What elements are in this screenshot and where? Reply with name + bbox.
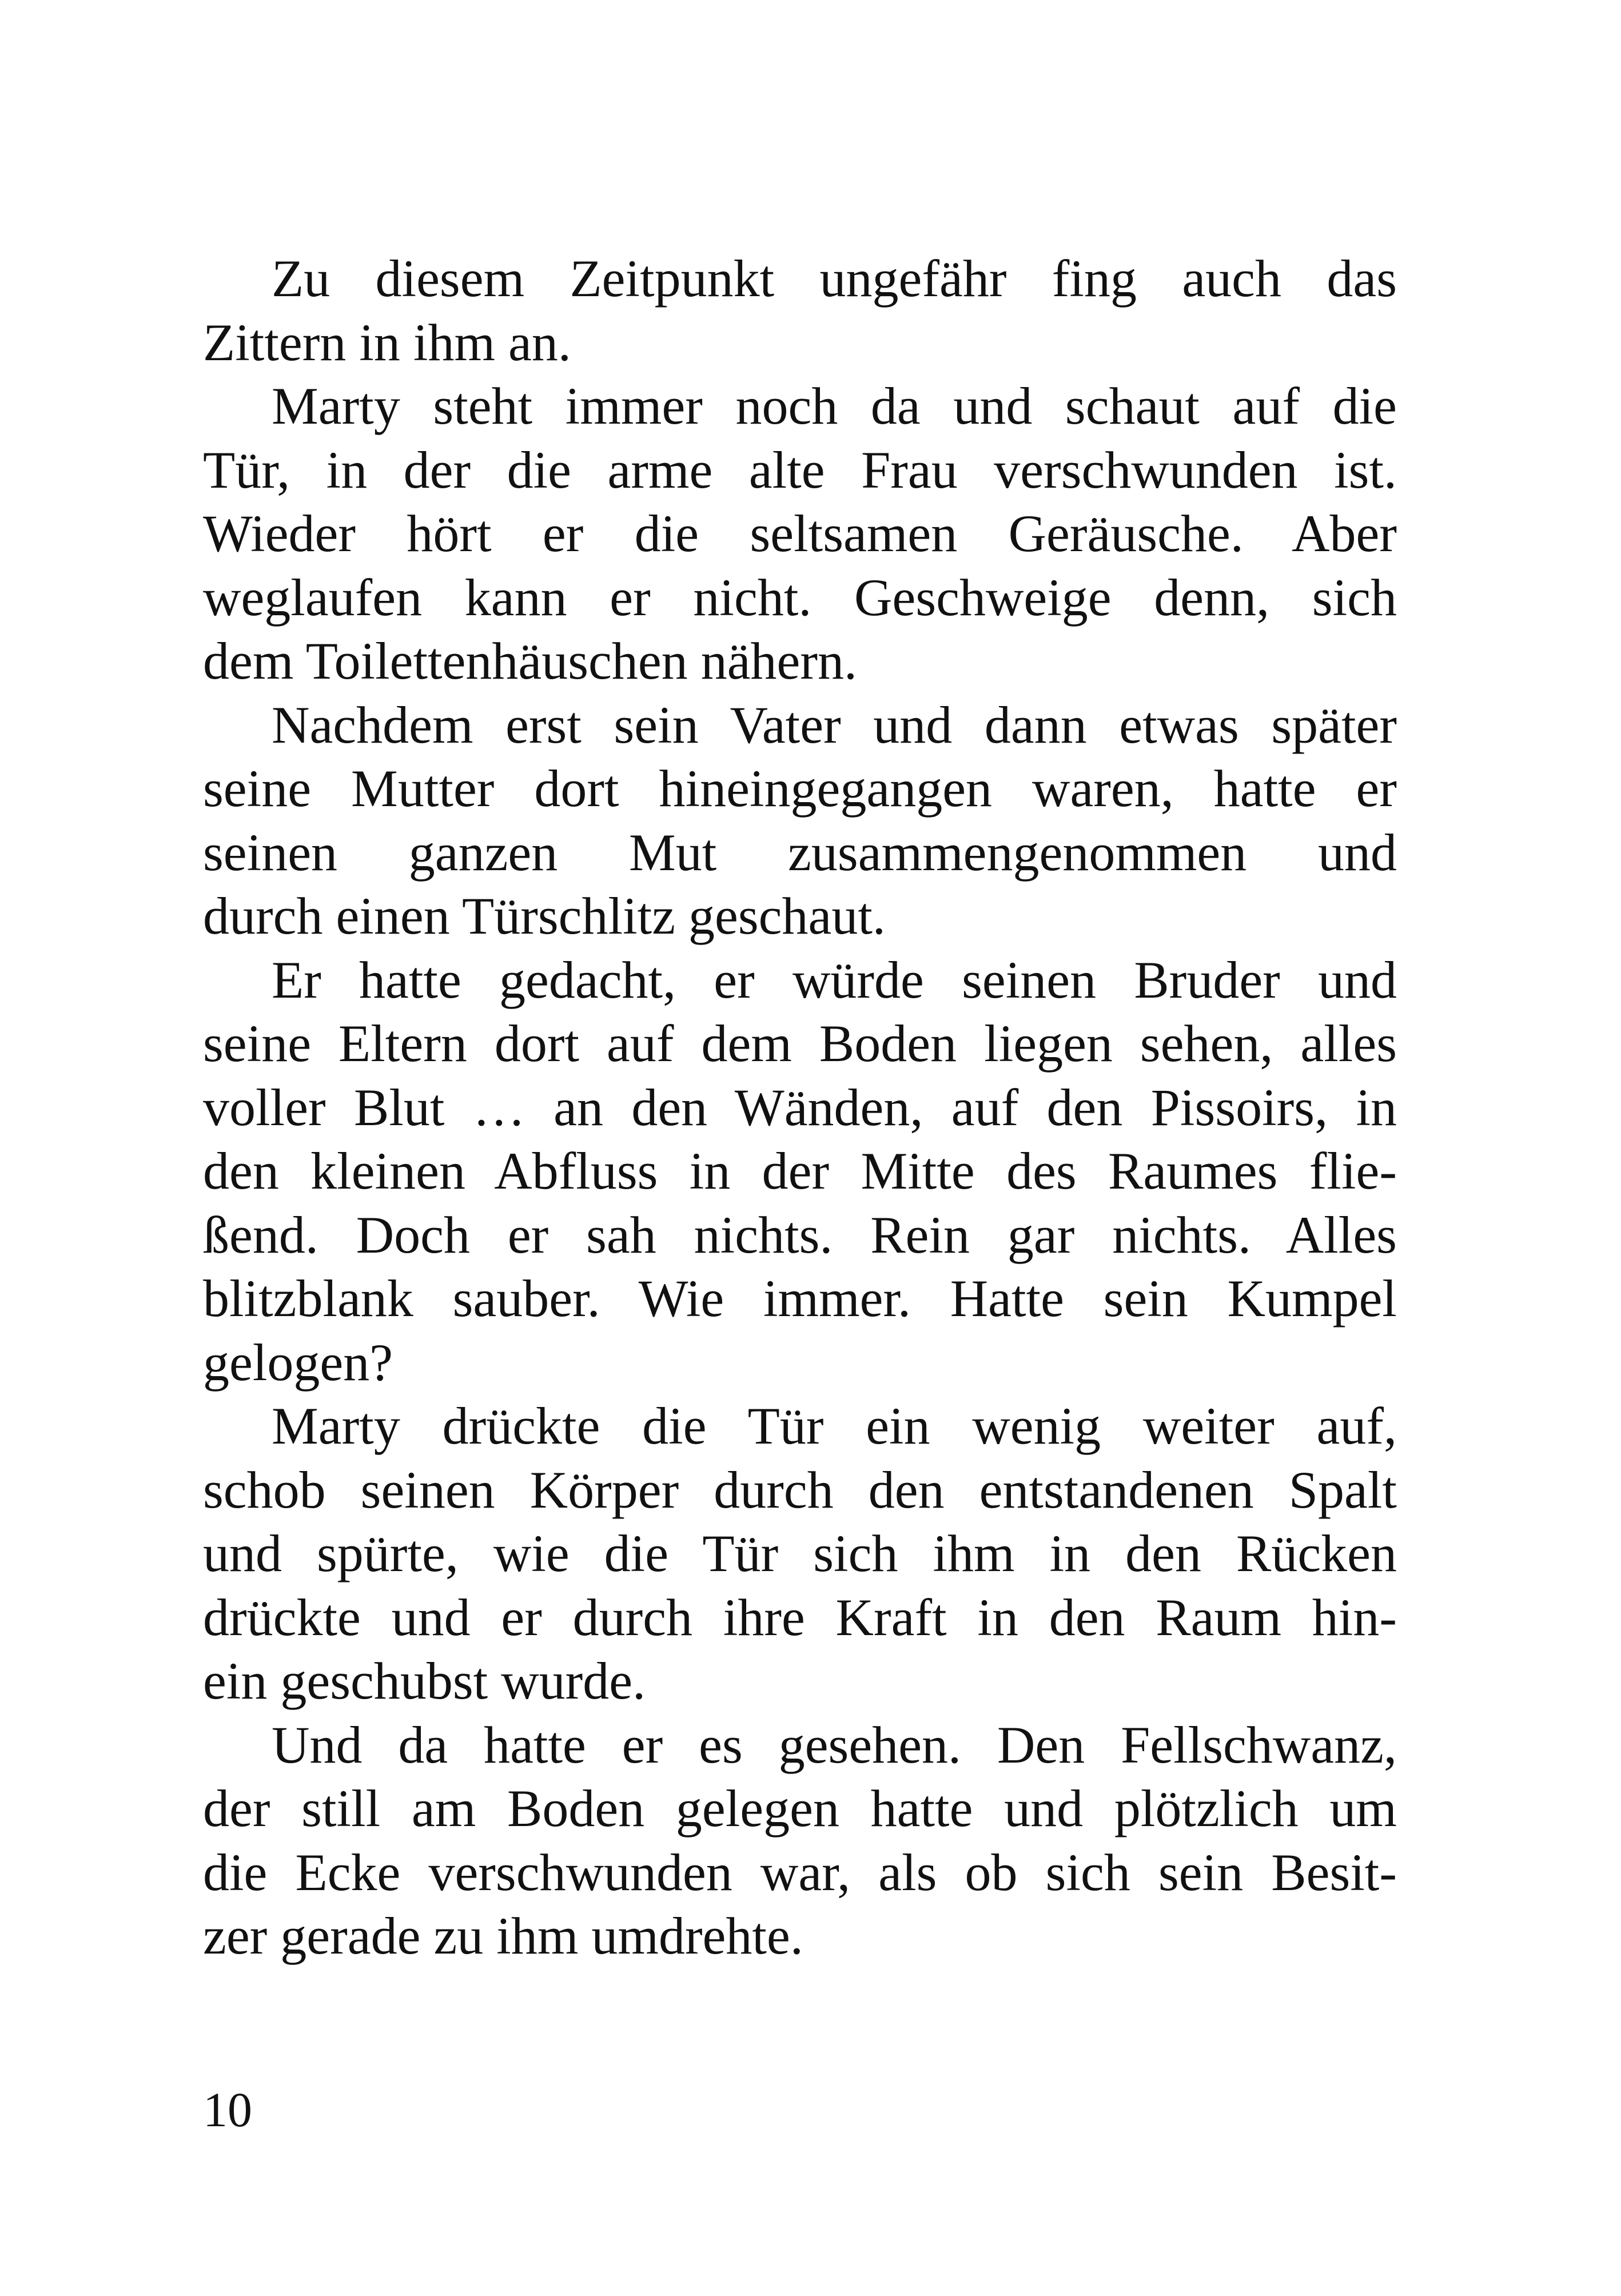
text-line: Marty steht immer noch da und schaut auf die (272, 377, 1397, 435)
text-line: Tür, in der die arme alte Frau verschwunden ist. (203, 440, 1397, 499)
text-line: ßend. Doch er sah nichts. Rein gar nichts. Alles (203, 1205, 1397, 1264)
text-line: Er hatte gedacht, er würde seinen Bruder und (272, 950, 1397, 1009)
text-line: Nachdem erst sein Vater und dann etwas später (272, 695, 1397, 754)
text-line: Marty drückte die Tür ein wenig weiter auf, (272, 1397, 1397, 1455)
text-line: Zittern in ihm an. (203, 313, 571, 372)
paragraph-2 (203, 374, 1397, 693)
text-line: schob seinen Körper durch den entstandenen Spalt (203, 1460, 1397, 1519)
page-number: 10 (203, 2082, 252, 2137)
paragraph-5 (203, 1394, 1397, 1713)
paragraph-6 (203, 1713, 1397, 1968)
text-line: Zu diesem Zeitpunkt ungefähr fing auch das (272, 249, 1397, 308)
text-line: durch einen Türschlitz geschaut. (203, 887, 886, 945)
text-line: die Ecke verschwunden war, als ob sich sein Besit- (203, 1843, 1397, 1902)
text-line: ein geschubst wurde. (203, 1652, 646, 1710)
text-line: seine Mutter dort hineingegangen waren, hatte er (203, 759, 1397, 818)
text-line: weglaufen kann er nicht. Geschweige denn, sich (203, 568, 1397, 627)
text-line: voller Blut … an den Wänden, auf den Pissoirs, in (203, 1078, 1397, 1137)
text-line: drückte und er durch ihre Kraft in den Raum hin- (203, 1588, 1397, 1647)
text-line: blitzblank sauber. Wie immer. Hatte sein Kumpel (203, 1269, 1397, 1328)
paragraph-1 (203, 247, 1397, 374)
text-line: der still am Boden gelegen hatte und plötzlich um (203, 1779, 1397, 1837)
text-line: Wieder hört er die seltsamen Geräusche. Aber (203, 504, 1397, 563)
text-line: zer gerade zu ihm umdrehte. (203, 1907, 803, 1965)
paragraph-3 (203, 693, 1397, 948)
text-line: gelogen? (203, 1333, 393, 1392)
text-line: den kleinen Abfluss in der Mitte des Raumes flie- (203, 1142, 1397, 1200)
text-line: seine Eltern dort auf dem Boden liegen sehen, alles (203, 1014, 1397, 1073)
text-line: seinen ganzen Mut zusammengenommen und (203, 823, 1397, 882)
text-line: und spürte, wie die Tür sich ihm in den Rücken (203, 1524, 1397, 1583)
text-line: dem Toilettenhäuschen nähern. (203, 632, 858, 690)
paragraph-4 (203, 948, 1397, 1395)
text-line: Und da hatte er es gesehen. Den Fellschwanz, (272, 1715, 1397, 1774)
body-text (203, 247, 1397, 1968)
